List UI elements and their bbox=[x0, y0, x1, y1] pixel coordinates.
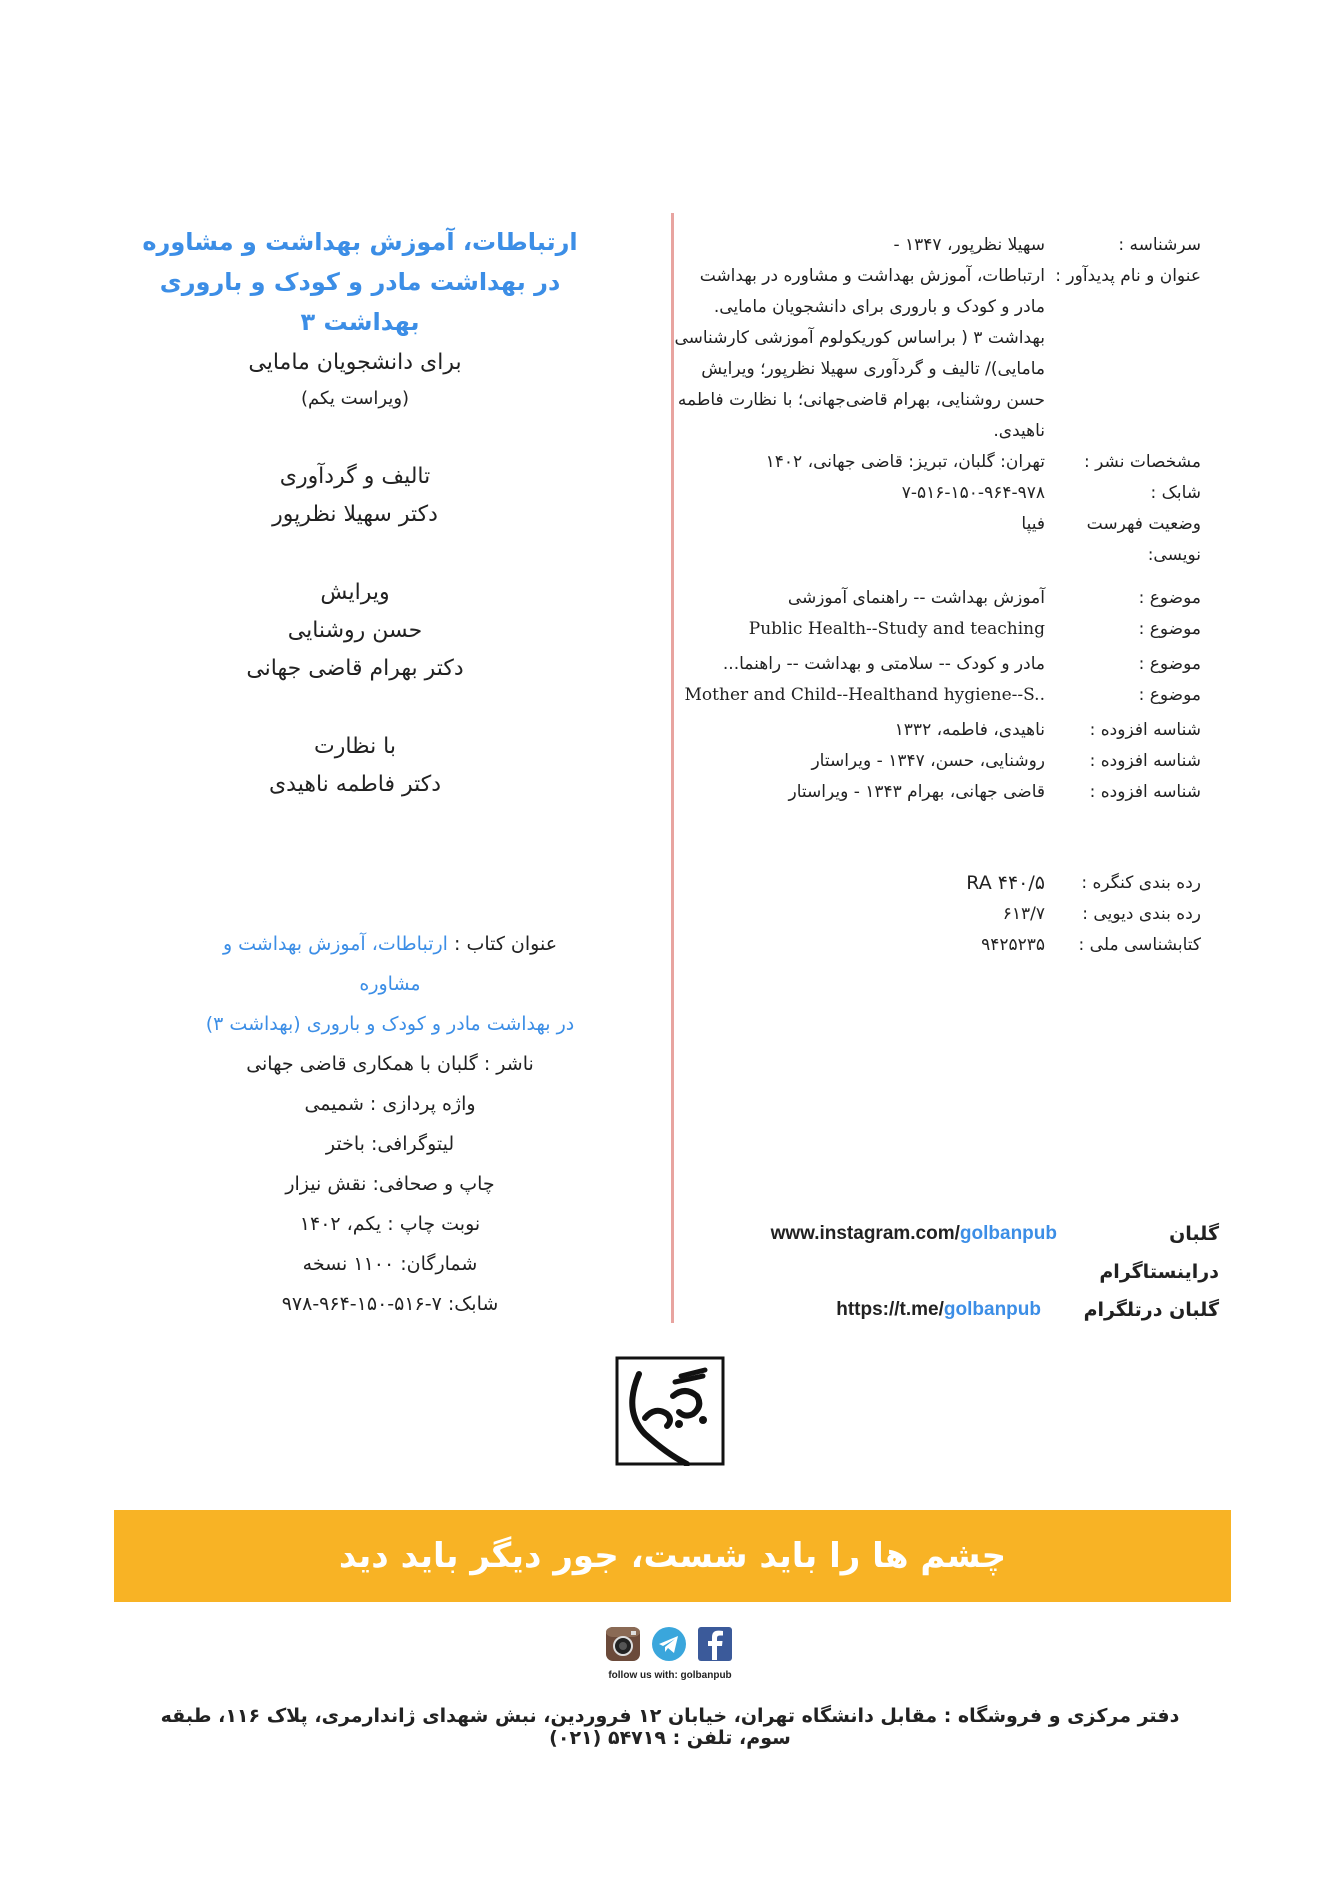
cip-label: کتابشناسی ملی : bbox=[1078, 935, 1201, 955]
cip-value: سهیلا نظرپور، ۱۳۴۷ - bbox=[893, 235, 1045, 255]
cip-label: رده بندی دیویی : bbox=[1082, 904, 1201, 924]
cip-value: Public Health--Study and teaching bbox=[748, 619, 1045, 639]
imprint-title-label: عنوان کتاب : bbox=[454, 933, 558, 955]
imprint-isbn: شابک: ۷-۵۱۶-۱۵۰-۹۶۴-۹۷۸ bbox=[281, 1293, 499, 1315]
cip-label: موضوع : bbox=[1138, 619, 1201, 639]
follow-text: follow us with: golbanpub bbox=[608, 1670, 732, 1681]
telegram-icon[interactable] bbox=[650, 1625, 688, 1663]
cip-label: موضوع : bbox=[1138, 588, 1201, 608]
cip-row-header bbox=[671, 230, 1201, 261]
imprint-print-run: نوبت چاپ : یکم، ۱۴۰۲ bbox=[299, 1213, 481, 1235]
imprint-lithography: لیتوگرافی: باختر bbox=[325, 1133, 455, 1155]
cip-row-subject bbox=[671, 583, 1201, 614]
cip-title-value bbox=[671, 261, 1051, 447]
cip-value: مادر و کودک -- سلامتی و بهداشت -- راهنما... bbox=[722, 654, 1045, 674]
social-links bbox=[739, 1215, 1219, 1329]
cip-label: وضعیت فهرست نویسی: bbox=[1086, 514, 1201, 565]
cataloging-data bbox=[671, 230, 1201, 961]
cip-label: موضوع : bbox=[1138, 685, 1201, 705]
cip-row-isbn bbox=[671, 478, 1201, 509]
cip-title-line: مادر و کودک و باروری برای دانشجویان مامایی. bbox=[713, 297, 1045, 317]
imprint-typesetting: واژه پردازی : شمیمی bbox=[304, 1093, 476, 1115]
slogan-banner bbox=[114, 1510, 1231, 1602]
cip-title-line: بهداشت ۳ ( براساس کوریکولوم آموزشی کارشناسی bbox=[674, 328, 1045, 348]
author: دکتر سهیلا نظرپور bbox=[272, 502, 438, 527]
instagram-handle: golbanpub bbox=[959, 1223, 1057, 1244]
cip-value: ۶۱۳/۷ bbox=[1002, 904, 1045, 924]
cip-row-national bbox=[671, 930, 1201, 961]
cip-row-title bbox=[671, 261, 1201, 447]
cip-label: سرشناسه : bbox=[1118, 235, 1201, 255]
instagram-link-row[interactable] bbox=[739, 1215, 1219, 1291]
cip-row-subject bbox=[671, 649, 1201, 680]
edition: (ویراست یکم) bbox=[300, 388, 410, 409]
cip-value: ۷-۵۱۶-۱۵۰-۹۶۴-۹۷۸ bbox=[901, 483, 1045, 503]
imprint-copies: شمارگان: ۱۱۰۰ نسخه bbox=[302, 1253, 478, 1275]
telegram-url[interactable] bbox=[739, 1291, 1079, 1329]
cip-value: فیپا bbox=[1021, 514, 1045, 534]
imprint-title-line-1: ارتباطات، آموزش بهداشت و مشاوره bbox=[222, 933, 448, 995]
cip-value: RA ۴۴۰/۵ bbox=[966, 872, 1045, 894]
facebook-icon[interactable] bbox=[696, 1625, 734, 1663]
book-title-line-2: در بهداشت مادر و کودک و باروری bbox=[159, 268, 561, 296]
cip-row-lc bbox=[671, 868, 1201, 899]
cip-title-line: ناهیدی. bbox=[993, 421, 1045, 441]
cip-label: شناسه افزوده : bbox=[1089, 782, 1201, 802]
book-title-line-3: بهداشت ۳ bbox=[300, 308, 420, 336]
slogan-text: چشم ها را باید شست، جور دیگر باید دید bbox=[338, 1536, 1007, 1576]
imprint-title-row bbox=[190, 924, 590, 1004]
cip-value: قاضی جهانی، بهرام ۱۳۴۳ - ویراستار bbox=[788, 782, 1045, 802]
social-icons bbox=[604, 1625, 734, 1663]
book-title-line-1: ارتباطات، آموزش بهداشت و مشاوره bbox=[142, 228, 578, 256]
cip-label: رده بندی کنگره : bbox=[1081, 873, 1201, 893]
cip-row-status bbox=[671, 509, 1201, 571]
cip-label: شابک : bbox=[1150, 483, 1201, 503]
editing-role: ویرایش bbox=[320, 580, 390, 605]
telegram-handle: golbanpub bbox=[943, 1299, 1041, 1320]
cip-row-subject bbox=[671, 614, 1201, 645]
editor-1: حسن روشنایی bbox=[287, 618, 423, 643]
instagram-link-name: گلبان دراینستاگرام bbox=[1099, 1223, 1219, 1283]
cip-value: آموزش بهداشت -- راهنمای آموزشی bbox=[787, 588, 1045, 608]
cip-row-subject bbox=[671, 680, 1201, 711]
imprint-title-line-2: در بهداشت مادر و کودک و باروری (بهداشت ۳) bbox=[205, 1013, 575, 1035]
cip-row-added bbox=[671, 715, 1201, 746]
cip-title-line: ارتباطات، آموزش بهداشت و مشاوره در بهداشت bbox=[699, 266, 1045, 286]
cip-label: موضوع : bbox=[1138, 654, 1201, 674]
cip-value: روشنایی، حسن، ۱۳۴۷ - ویراستار bbox=[811, 751, 1045, 771]
telegram-link-name: گلبان درتلگرام bbox=[1083, 1299, 1219, 1321]
telegram-link-row[interactable] bbox=[739, 1291, 1219, 1329]
cip-row-dewey bbox=[671, 899, 1201, 930]
instagram-icon[interactable] bbox=[604, 1625, 642, 1663]
cip-title-line: حسن روشنایی، بهرام قاضی‌جهانی؛ با نظارت فاطمه bbox=[677, 390, 1045, 410]
cip-label: مشخصات نشر : bbox=[1084, 452, 1201, 472]
instagram-url-prefix: www.instagram.com/ bbox=[770, 1223, 960, 1244]
authorship-role: تالیف و گردآوری bbox=[279, 464, 431, 489]
imprint-publisher: ناشر : گلبان با همکاری قاضی جهانی bbox=[246, 1053, 534, 1075]
cip-label: شناسه افزوده : bbox=[1089, 751, 1201, 771]
instagram-url[interactable] bbox=[739, 1215, 1079, 1291]
cip-value: Mother and Child--Healthand hygiene--S.. bbox=[684, 685, 1045, 705]
supervisor: دکتر فاطمه ناهیدی bbox=[268, 772, 442, 797]
cip-label: شناسه افزوده : bbox=[1089, 720, 1201, 740]
cip-value: ناهیدی، فاطمه، ۱۳۳۲ bbox=[894, 720, 1045, 740]
cip-row-publication bbox=[671, 447, 1201, 478]
cip-value: ۹۴۲۵۲۳۵ bbox=[981, 935, 1045, 955]
telegram-url-prefix: https://t.me/ bbox=[836, 1299, 944, 1320]
cip-title-line: مامایی)/ تالیف و گردآوری سهیلا نظرپور؛ ویرایش bbox=[701, 359, 1045, 379]
cip-label: عنوان و نام پدیدآور : bbox=[1055, 266, 1201, 286]
cip-row-added bbox=[671, 746, 1201, 777]
imprint-printing: چاپ و صحافی: نقش نیزار bbox=[285, 1173, 495, 1195]
audience: برای دانشجویان مامایی bbox=[248, 350, 462, 375]
cip-row-added bbox=[671, 777, 1201, 808]
title-block bbox=[120, 222, 590, 804]
address-footer: دفتر مرکزی و فروشگاه : مقابل دانشگاه تهران، خیابان ۱۲ فروردین، نبش شهدای ژاندارمری، پلاک ۱۱۶، طبقه سوم، تلفن : ۵۴۷۱۹ (۰۲۱) bbox=[160, 1705, 1180, 1749]
supervision-role: با نظارت bbox=[313, 734, 397, 759]
editor-2: دکتر بهرام قاضی جهانی bbox=[246, 656, 464, 681]
golban-logo-icon bbox=[615, 1356, 725, 1466]
imprint-block bbox=[190, 924, 590, 1324]
cip-value: تهران: گلبان، تبریز: قاضی جهانی، ۱۴۰۲ bbox=[765, 452, 1045, 472]
